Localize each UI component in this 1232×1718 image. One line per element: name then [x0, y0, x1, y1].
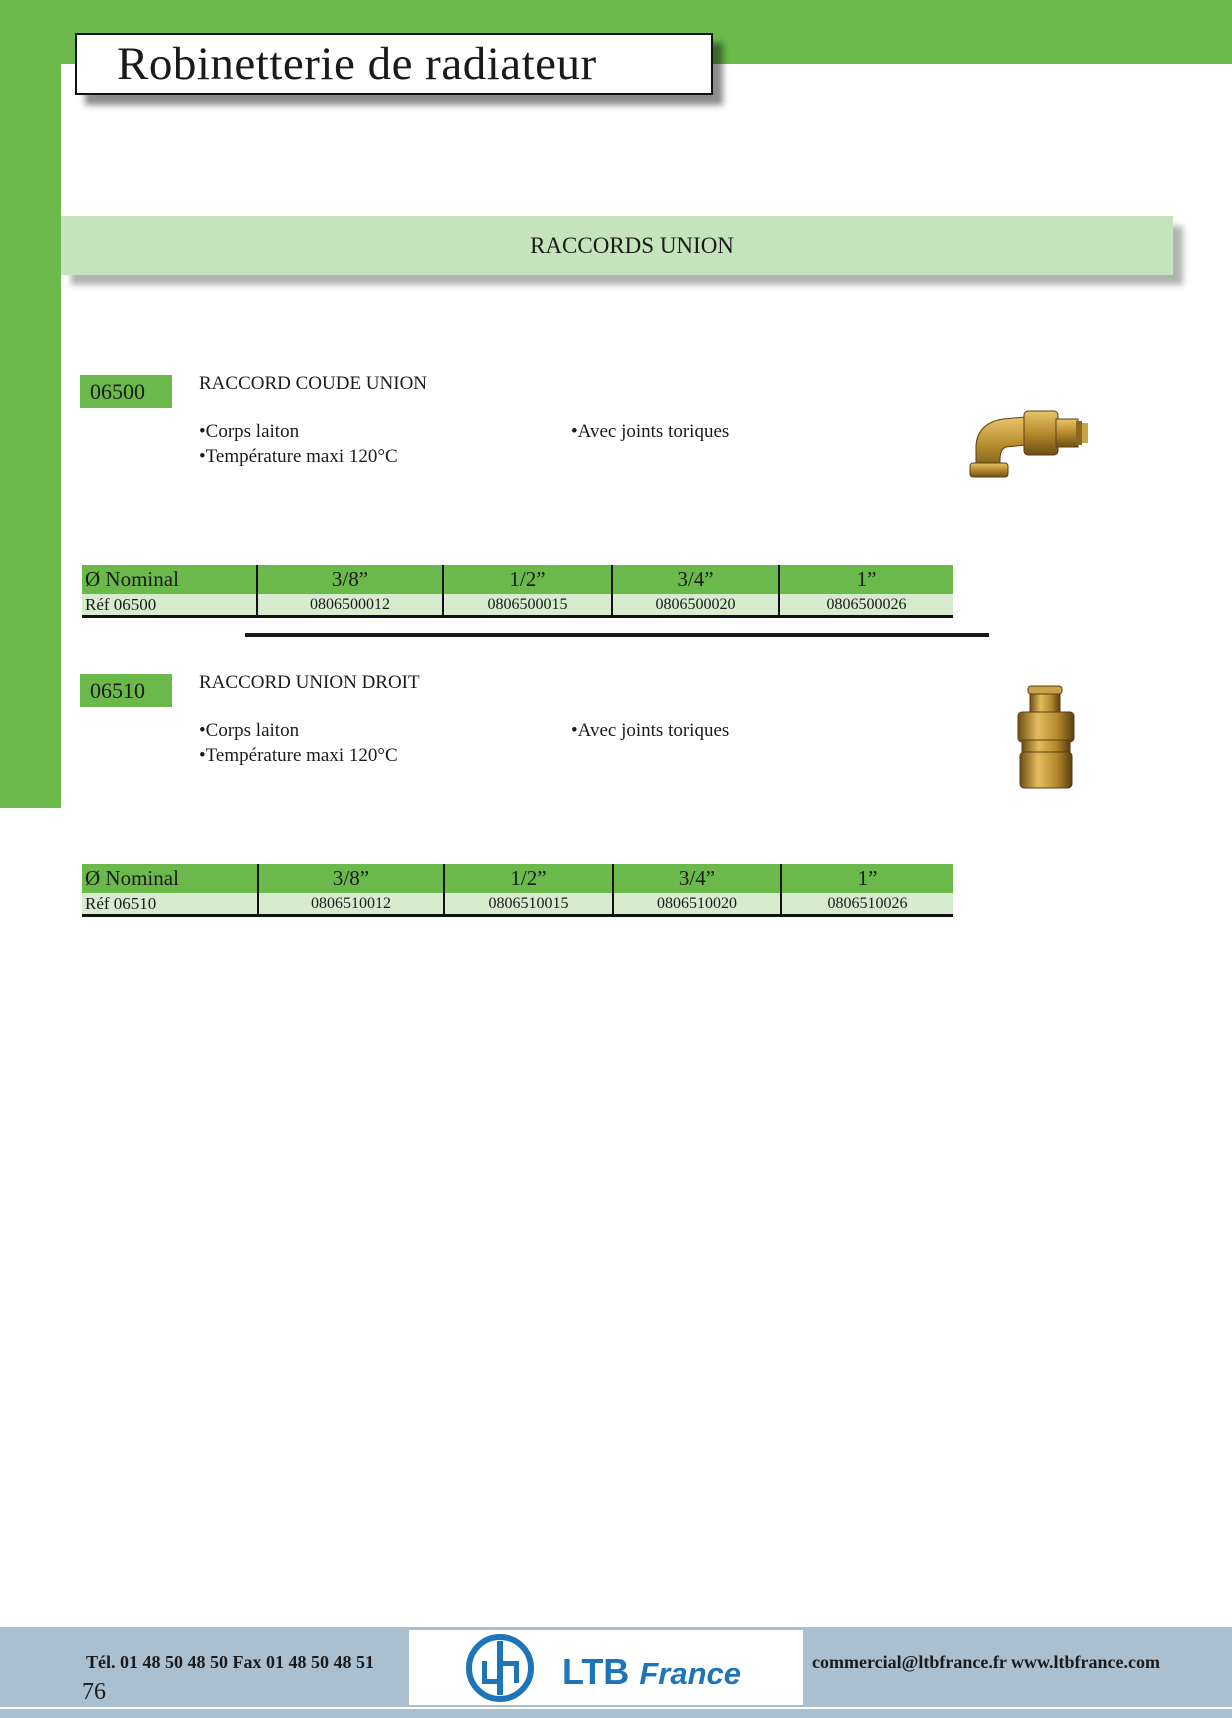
- spec-table: [82, 565, 953, 618]
- table-cell: 0806500020: [612, 594, 779, 617]
- page-title: Robinetterie de radiateur: [117, 38, 597, 90]
- page-title-box: [75, 33, 713, 95]
- ltb-logo-text: [562, 1651, 741, 1693]
- footer-phone-fax: Tél. 01 48 50 48 50 Fax 01 48 50 48 51: [86, 1652, 374, 1672]
- table-cell: 3/8”: [257, 565, 443, 594]
- table-header-row: [82, 565, 953, 594]
- footer-contact[interactable]: commercial@ltbfrance.fr www.ltbfrance.com: [812, 1652, 1160, 1672]
- logo-text-sub: France: [639, 1656, 741, 1691]
- feature-item: • Corps laiton: [199, 421, 299, 443]
- table-cell: Réf 06500: [82, 594, 257, 617]
- section-banner: [61, 216, 1173, 275]
- table-cell: 1”: [779, 565, 953, 594]
- product-code-badge: 06510: [80, 674, 172, 707]
- table-cell: 3/4”: [613, 864, 781, 893]
- section-title: RACCORDS UNION: [530, 232, 734, 258]
- table-cell: 0806500015: [443, 594, 612, 617]
- table-cell: 1/2”: [444, 864, 613, 893]
- table-cell: 1/2”: [443, 565, 612, 594]
- table-header-row: [82, 864, 953, 893]
- product-name: RACCORD UNION DROIT: [199, 672, 420, 693]
- table-cell: Ø Nominal: [82, 864, 258, 893]
- divider: [245, 633, 989, 637]
- table-cell: 0806510012: [258, 893, 444, 916]
- ltb-logo-icon: [462, 1633, 538, 1703]
- spec-table: [82, 864, 953, 917]
- table-row: [82, 893, 953, 916]
- table-cell: 1”: [781, 864, 953, 893]
- table-cell: 3/8”: [258, 864, 444, 893]
- table-cell: 0806500026: [779, 594, 953, 617]
- table-cell: Ø Nominal: [82, 565, 257, 594]
- product-code-badge: 06500: [80, 375, 172, 408]
- page-number: 76: [82, 1679, 106, 1705]
- table-cell: Réf 06510: [82, 893, 258, 916]
- table-cell: 3/4”: [612, 565, 779, 594]
- feature-item: • Avec joints toriques: [571, 720, 729, 742]
- straight-union-fitting-photo: [1008, 682, 1088, 794]
- product-name: RACCORD COUDE UNION: [199, 373, 428, 394]
- feature-item: • Corps laiton: [199, 720, 299, 742]
- table-cell: 0806510020: [613, 893, 781, 916]
- logo-text-main: LTB: [562, 1651, 630, 1692]
- table-row: [82, 594, 953, 617]
- table-cell: 0806500012: [257, 594, 443, 617]
- feature-item: • Température maxi 120°C: [199, 446, 398, 468]
- table-cell: 0806510015: [444, 893, 613, 916]
- feature-item: • Avec joints toriques: [571, 421, 729, 443]
- elbow-union-fitting-photo: [968, 405, 1118, 485]
- footer-bottom-band: [0, 1709, 1232, 1718]
- feature-item: • Température maxi 120°C: [199, 745, 398, 767]
- table-cell: 0806510026: [781, 893, 953, 916]
- left-green-band: [0, 0, 61, 808]
